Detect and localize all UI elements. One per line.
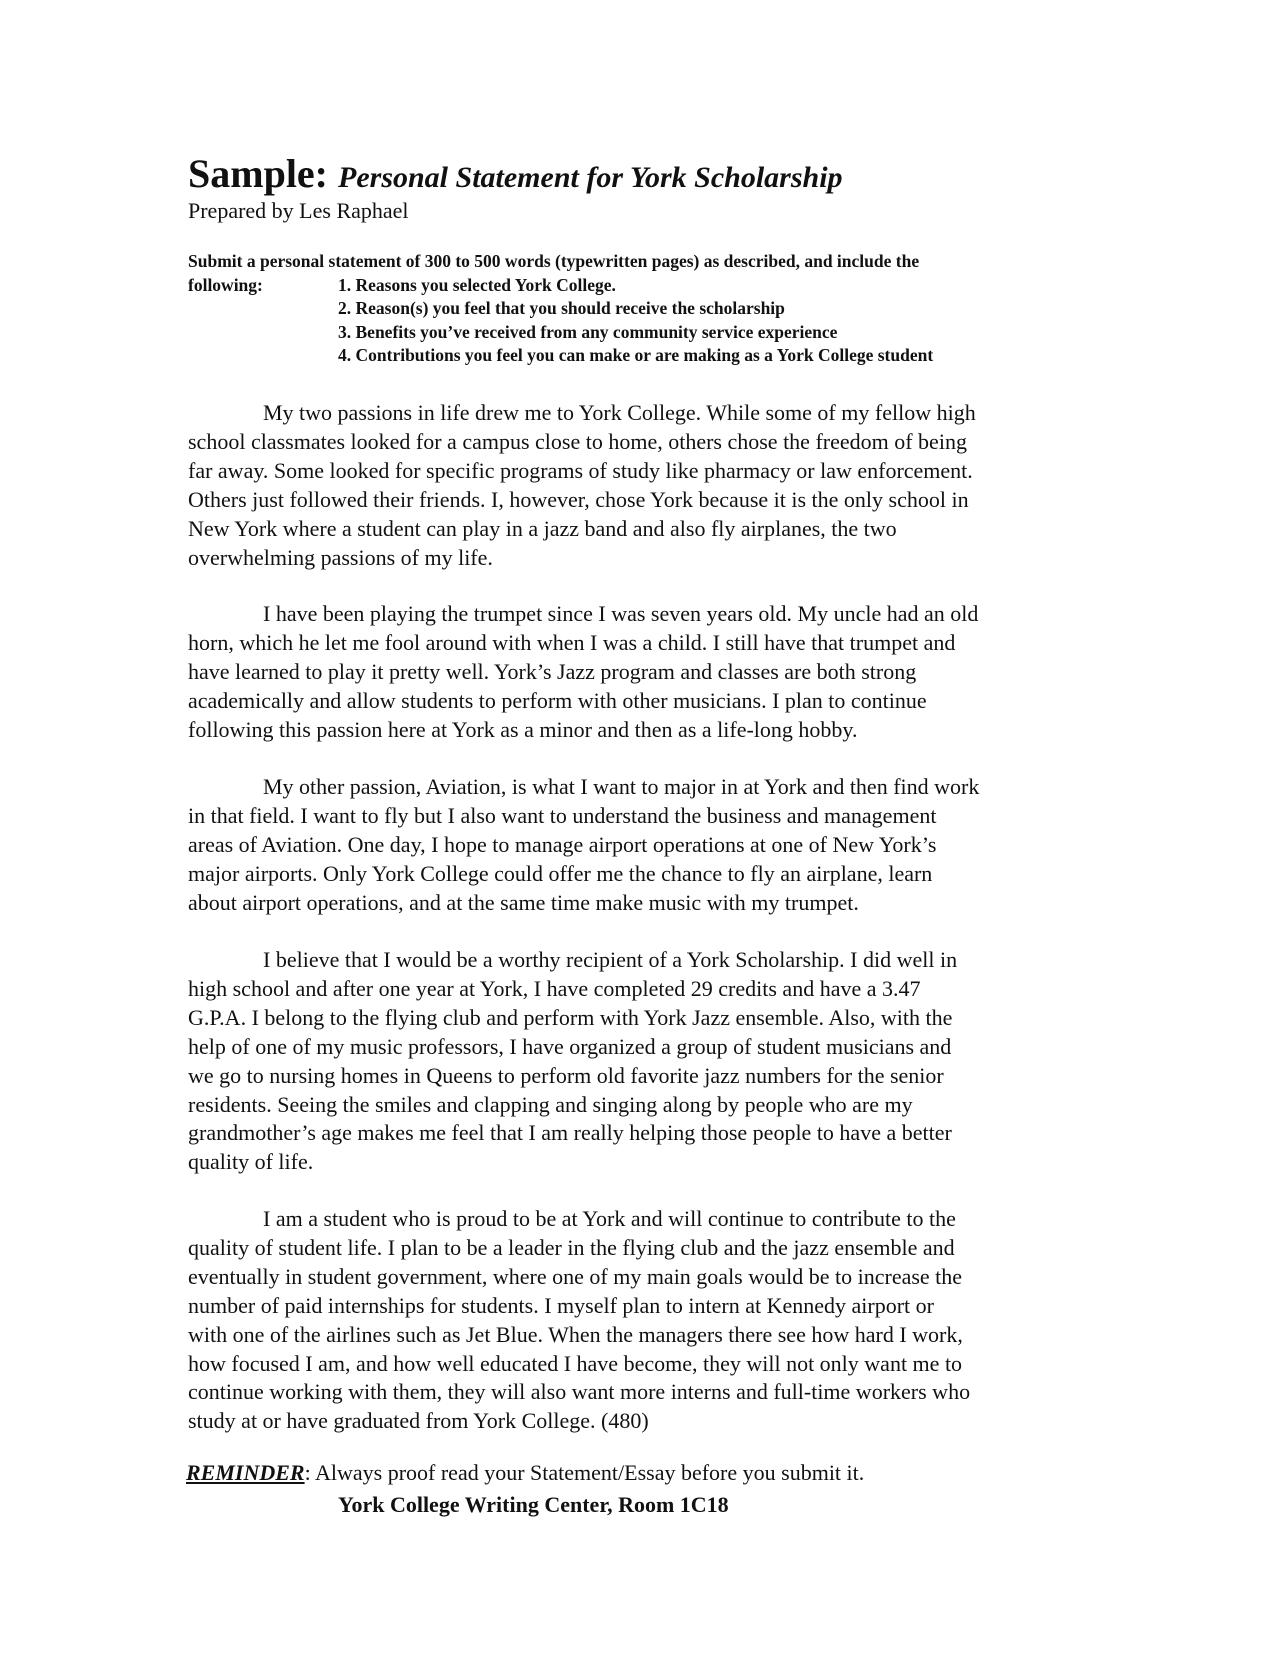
paragraph-line: have learned to play it pretty well. York’s Jazz program and classes are both strong bbox=[188, 658, 917, 684]
paragraph-line: major airports. Only York College could offer me the chance to fly an airplane, learn bbox=[188, 860, 933, 886]
paragraph-line: following this passion here at York as a minor and then as a life-long hobby. bbox=[188, 716, 858, 742]
page-title bbox=[188, 150, 843, 197]
instructions-item-3: 3. Benefits you’ve received from any community service experience bbox=[338, 321, 838, 342]
paragraph-line: grandmother’s age makes me feel that I am really helping those people to have a better bbox=[188, 1120, 952, 1146]
paragraph-line: high school and after one year at York, I have completed 29 credits and have a 3.47 bbox=[188, 975, 921, 1001]
instructions-item-row bbox=[188, 344, 933, 368]
paragraph-line: help of one of my music professors, I have organized a group of student musicians and bbox=[188, 1033, 952, 1059]
instructions-intro: Submit a personal statement of 300 to 500 words (typewritten pages) as described, and include the bbox=[188, 251, 920, 271]
paragraph-line: quality of student life. I plan to be a leader in the flying club and the jazz ensemble and bbox=[188, 1234, 955, 1260]
reminder-label: REMINDER bbox=[186, 1460, 305, 1485]
title-subtitle: Personal Statement for York Scholarship bbox=[338, 161, 843, 194]
paragraph-line: areas of Aviation. One day, I hope to manage airport operations at one of New York’s bbox=[188, 831, 937, 857]
paragraph-5 bbox=[188, 1205, 1088, 1436]
paragraph-line: I believe that I would be a worthy recipient of a York Scholarship. I did well in bbox=[263, 947, 958, 972]
paragraph-line: we go to nursing homes in Queens to perform old favorite jazz numbers for the senior bbox=[188, 1062, 944, 1088]
paragraph-line: with one of the airlines such as Jet Blue. When the managers there see how hard I work, bbox=[188, 1321, 963, 1347]
paragraph-2 bbox=[188, 600, 1088, 745]
instructions-item-2: 2. Reason(s) you feel that you should receive the scholarship bbox=[338, 298, 785, 318]
paragraph-line: horn, which he let me fool around with when I was a child. I still have that trumpet and bbox=[188, 629, 956, 655]
instructions-label: following: bbox=[188, 274, 263, 295]
paragraph-line: far away. Some looked for specific programs of study like pharmacy or law enforcement. bbox=[188, 457, 973, 483]
paragraph-line: overwhelming passions of my life. bbox=[188, 544, 493, 570]
paragraph-line: continue working with them, they will also want more interns and full-time workers who bbox=[188, 1379, 971, 1405]
paragraph-line: quality of life. bbox=[188, 1149, 314, 1175]
reminder-text: : Always proof read your Statement/Essay before you submit it. bbox=[304, 1460, 865, 1485]
instructions-block bbox=[188, 250, 933, 368]
paragraph-line: residents. Seeing the smiles and clapping and singing along by people who are my bbox=[188, 1091, 913, 1117]
prepared-by: Prepared by Les Raphael bbox=[188, 198, 409, 223]
paragraph-line: school classmates looked for a campus close to home, others chose the freedom of being bbox=[188, 428, 967, 454]
paragraph-1 bbox=[188, 399, 1088, 572]
paragraph-line: My other passion, Aviation, is what I want to major in at York and then find work bbox=[263, 774, 980, 799]
paragraph-line: eventually in student government, where one of my main goals would be to increase the bbox=[188, 1263, 963, 1289]
paragraph-4 bbox=[188, 946, 1088, 1177]
paragraph-line: I have been playing the trumpet since I was seven years old. My uncle had an old bbox=[263, 601, 979, 626]
paragraph-line: academically and allow students to perform with other musicians. I plan to continue bbox=[188, 687, 927, 713]
paragraph-line: how focused I am, and how well educated I have become, they will not only want me to bbox=[188, 1350, 963, 1376]
instructions-item-1: 1. Reasons you selected York College. bbox=[338, 274, 616, 295]
paragraph-line: I am a student who is proud to be at York and will continue to contribute to the bbox=[263, 1206, 956, 1231]
title-main: Sample: bbox=[188, 151, 328, 196]
instructions-item-row bbox=[188, 297, 933, 321]
paragraph-line: in that field. I want to fly but I also want to understand the business and management bbox=[188, 802, 937, 828]
paragraph-line: G.P.A. I belong to the flying club and perform with York Jazz ensemble. Also, with the bbox=[188, 1004, 953, 1030]
paragraph-3 bbox=[188, 773, 1088, 918]
paragraph-line: My two passions in life drew me to York College. While some of my fellow high bbox=[263, 400, 976, 425]
paragraph-line: number of paid internships for students. I myself plan to intern at Kennedy airport or bbox=[188, 1292, 934, 1318]
instructions-item-4: 4. Contributions you feel you can make or are making as a York College student bbox=[338, 345, 934, 365]
instructions-item-row bbox=[188, 321, 933, 345]
reminder-line bbox=[186, 1460, 864, 1486]
paragraph-line: New York where a student can play in a jazz band and also fly airplanes, the two bbox=[188, 515, 897, 541]
paragraph-line: Others just followed their friends. I, however, chose York because it is the only school in bbox=[188, 486, 969, 512]
paragraph-line: study at or have graduated from York College. (480) bbox=[188, 1408, 649, 1434]
writing-center-line: York College Writing Center, Room 1C18 bbox=[338, 1492, 729, 1517]
paragraph-line: about airport operations, and at the same time make music with my trumpet. bbox=[188, 889, 859, 915]
instructions-item-row bbox=[188, 274, 933, 298]
